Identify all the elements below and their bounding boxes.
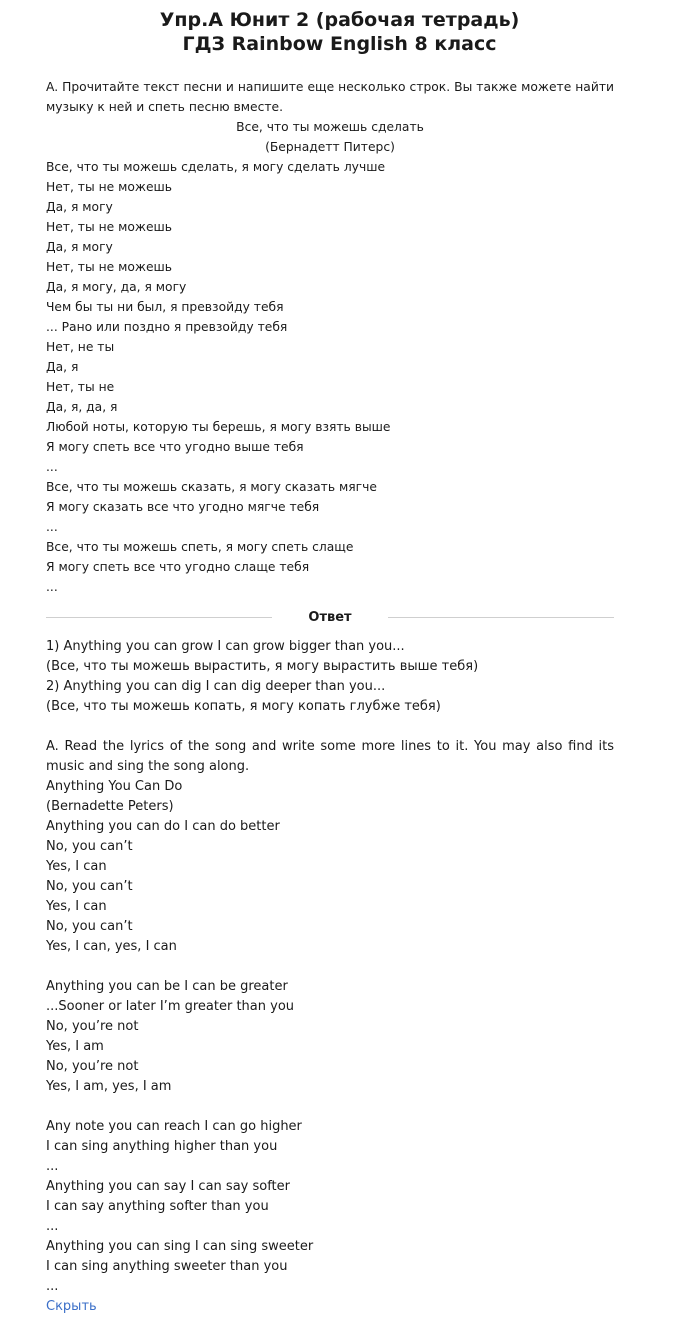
- answer-content: [46, 637, 614, 1317]
- text-line: ...: [46, 460, 58, 474]
- song-title-en: Anything You Can Do: [46, 779, 183, 794]
- song-title-ru: Все, что ты можешь сделать: [236, 120, 424, 134]
- text-line: Anything you can do I can do better: [46, 819, 280, 834]
- text-line: ... Рано или поздно я превзойду тебя: [46, 320, 288, 334]
- page-title: [0, 0, 679, 56]
- spacer: [46, 717, 614, 737]
- text-line: Yes, I am, yes, I am: [46, 1079, 172, 1094]
- text-line: Любой ноты, которую ты берешь, я могу взять выше: [46, 420, 391, 434]
- text-line: No, you can’t: [46, 879, 133, 894]
- text-line: Чем бы ты ни был, я превзойду тебя: [46, 300, 284, 314]
- text-line: Нет, не ты: [46, 340, 115, 354]
- divider-line-right: [388, 617, 614, 618]
- text-line: I can say anything softer than you: [46, 1199, 269, 1214]
- text-line: Я могу спеть все что угодно слаще тебя: [46, 560, 310, 574]
- text-line: Yes, I can: [46, 899, 107, 914]
- text-line: Да, я: [46, 360, 79, 374]
- text-line: Да, я могу: [46, 240, 113, 254]
- text-line: 2) Anything you can dig I can dig deeper than you...: [46, 679, 386, 694]
- text-line: I can sing anything sweeter than you: [46, 1259, 288, 1274]
- answer-label: Ответ: [308, 609, 352, 625]
- text-line: Я могу спеть все что угодно выше тебя: [46, 440, 304, 454]
- song-author-en: (Bernadette Peters): [46, 799, 174, 814]
- spacer: [46, 957, 614, 977]
- text-line: ...: [46, 1219, 59, 1234]
- text-line: Yes, I can: [46, 859, 107, 874]
- lyrics-en-block-2: [46, 977, 614, 1097]
- text-line: (Все, что ты можешь копать, я могу копать глубже тебя): [46, 699, 441, 714]
- text-line: Нет, ты не: [46, 380, 115, 394]
- text-line: I can sing anything higher than you: [46, 1139, 278, 1154]
- text-line: Все, что ты можешь сказать, я могу сказать мягче: [46, 480, 377, 494]
- text-line: No, you can’t: [46, 839, 133, 854]
- song-author-ru: (Бернадетт Питерс): [265, 140, 395, 154]
- text-line: ...: [46, 1159, 59, 1174]
- text-line: 1) Anything you can grow I can grow bigger than you...: [46, 639, 405, 654]
- text-line: ...: [46, 580, 58, 594]
- lyrics-en-block-1: [46, 817, 614, 957]
- title-line-1: Упр.A Юнит 2 (рабочая тетрадь): [159, 9, 520, 31]
- answer-divider: [46, 607, 614, 627]
- text-line: ...: [46, 520, 58, 534]
- text-line: Нет, ты не можешь: [46, 260, 173, 274]
- text-line: No, you can’t: [46, 919, 133, 934]
- text-line: Все, что ты можешь сделать, я могу сделать лучше: [46, 160, 386, 174]
- text-line: Yes, I can, yes, I can: [46, 939, 177, 954]
- text-line: No, you’re not: [46, 1059, 139, 1074]
- text-line: Any note you can reach I can go higher: [46, 1119, 302, 1134]
- text-line: Anything you can say I can say softer: [46, 1179, 290, 1194]
- lyrics-en-block-3: [46, 1117, 614, 1297]
- text-line: (Все, что ты можешь вырастить, я могу вырастить выше тебя): [46, 659, 479, 674]
- text-line: Все, что ты можешь спеть, я могу спеть слаще: [46, 540, 354, 554]
- text-line: Нет, ты не можешь: [46, 220, 173, 234]
- text-line: Нет, ты не можешь: [46, 180, 173, 194]
- text-line: Да, я могу, да, я могу: [46, 280, 187, 294]
- text-line: Anything you can be I can be greater: [46, 979, 288, 994]
- instruction-ru: A. Прочитайте текст песни и напишите еще несколько строк. Вы также можете найти музыку к ней и спеть песню вместе.: [46, 80, 614, 114]
- divider-line-left: [46, 617, 272, 618]
- text-line: Я могу сказать все что угодно мягче тебя: [46, 500, 320, 514]
- instruction-en: A. Read the lyrics of the song and write some more lines to it. You may also find its music and sing the song along.: [46, 739, 614, 774]
- text-line: Да, я, да, я: [46, 400, 118, 414]
- text-line: Anything you can sing I can sing sweeter: [46, 1239, 314, 1254]
- text-line: ...: [46, 1279, 59, 1294]
- lyrics-ru: [46, 157, 614, 597]
- task-ru: [46, 77, 614, 597]
- text-line: No, you’re not: [46, 1019, 139, 1034]
- text-line: Да, я могу: [46, 200, 113, 214]
- spacer: [46, 1097, 614, 1117]
- text-line: ...Sooner or later I’m greater than you: [46, 999, 295, 1014]
- hide-link[interactable]: Скрыть: [46, 1299, 97, 1314]
- title-line-2: ГДЗ Rainbow English 8 класс: [182, 33, 497, 55]
- text-line: Yes, I am: [46, 1039, 104, 1054]
- answer-lines: [46, 637, 614, 717]
